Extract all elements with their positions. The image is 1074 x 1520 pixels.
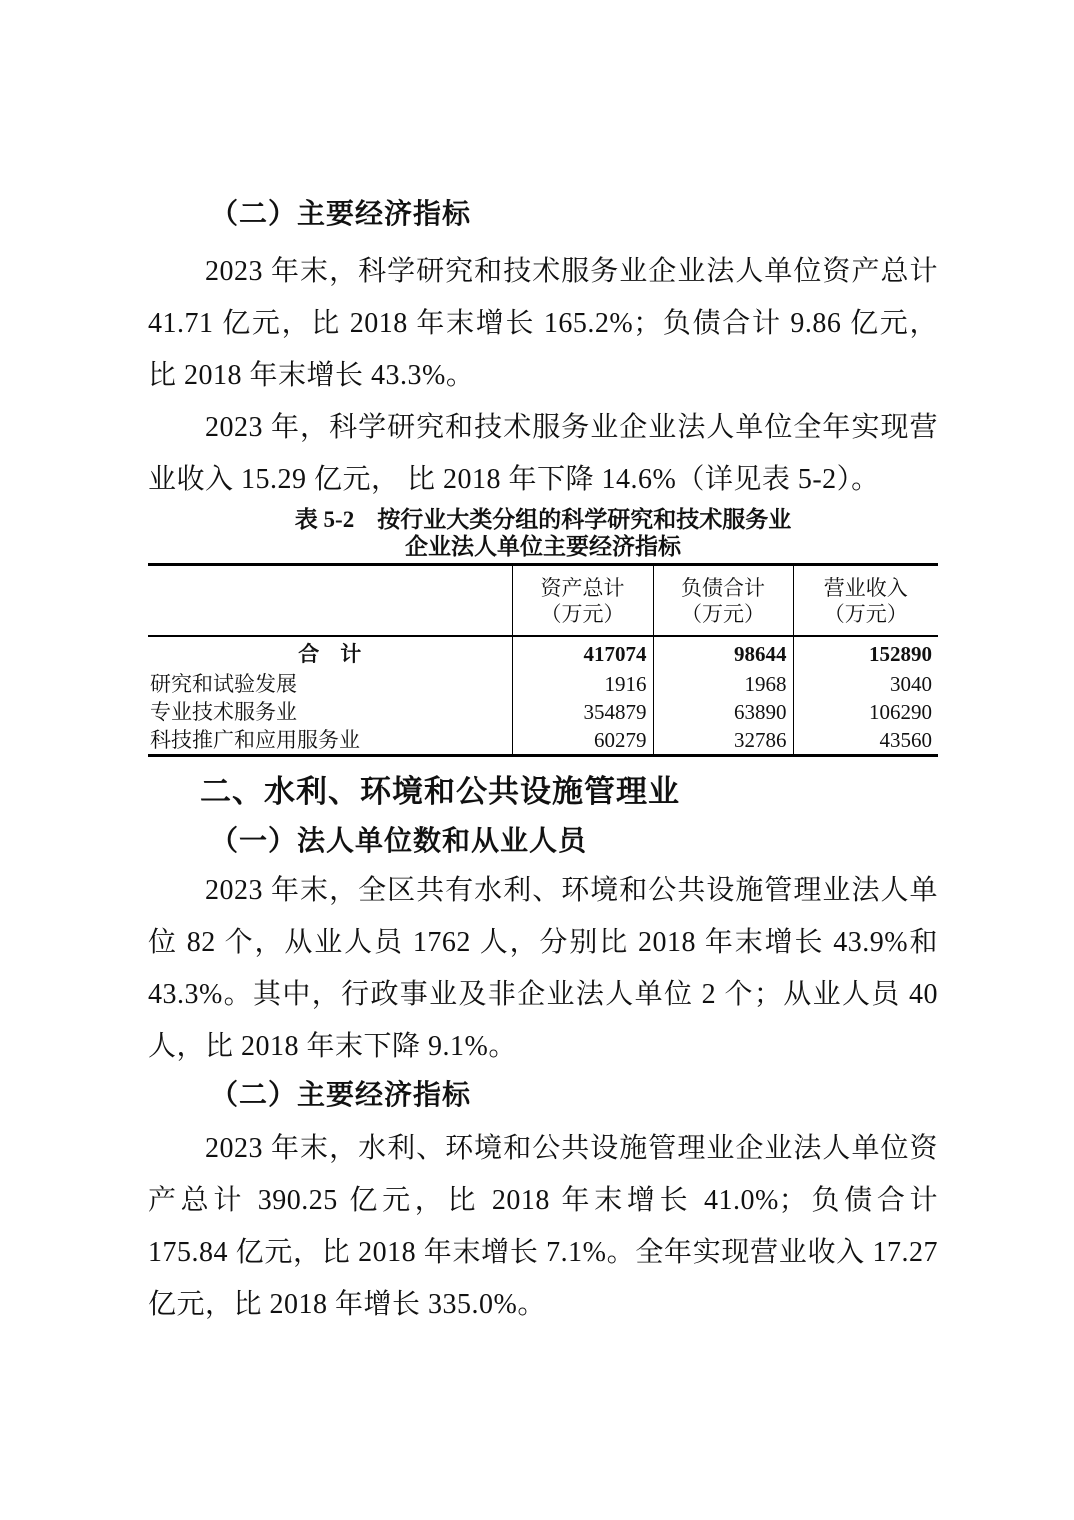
table-header-row: [148, 565, 938, 637]
subheading-legal-units-employees: （一）法人单位数和从业人员: [210, 826, 588, 857]
table-row-professional-services: [148, 698, 938, 726]
paragraph-water-econ: 2023 年末，水利、环境和公共设施管理业企业法人单位资产总计 390.25 亿元，比 2018 年末增长 41.0%；负债合计 175.84 亿元，比 2018 年末增长 7.1%。全年实现营业收入 17.27 亿元，比 2018 年增长 335.0%。: [148, 1133, 938, 1320]
cell-value: 106290: [793, 698, 938, 726]
cell-value: 98644: [653, 636, 793, 670]
section-heading-water-env: 二、水利、环境和公共设施管理业: [200, 774, 680, 809]
document-page: [148, 196, 938, 1331]
column-header-revenue-name: 营业收入: [823, 576, 908, 600]
table-row-research-development: [148, 670, 938, 698]
cell-value: 417074: [512, 636, 653, 670]
cell-value: 32786: [653, 726, 793, 756]
cell-value: 43560: [793, 726, 938, 756]
row-label: 专业技术服务业: [150, 700, 297, 724]
table-5-2-title-line2: 企业法人单位主要经济指标: [405, 534, 681, 559]
column-header-assets-unit: （万元）: [540, 602, 625, 626]
paragraph-sci-assets: 2023 年末，科学研究和技术服务业企业法人单位资产总计 41.71 亿元，比 2018 年末增长 165.2%；负债合计 9.86 亿元，比 2018 年末增长 43.3%。: [148, 256, 938, 391]
paragraph-water-units: 2023 年末，全区共有水利、环境和公共设施管理业法人单位 82 个，从业人员 1762 人，分别比 2018 年末增长 43.9%和 43.3%。其中，行政事业及非企业法人单位 2 个；从业人员 40 人，比 2018 年末下降 9.1%。: [148, 875, 938, 1062]
column-header-revenue: [793, 565, 938, 637]
column-header-revenue-unit: （万元）: [823, 602, 908, 626]
table-row-tech-promotion: [148, 726, 938, 756]
cell-value: 3040: [793, 670, 938, 698]
subheading-economic-indicators-water: （二）主要经济指标: [210, 1080, 472, 1111]
cell-value: 60279: [512, 726, 653, 756]
column-header-empty: [148, 565, 512, 637]
column-header-assets-name: 资产总计: [540, 576, 625, 600]
row-label: 研究和试验发展: [150, 672, 297, 696]
subheading-economic-indicators-sci: （二）主要经济指标: [210, 199, 472, 230]
cell-value: 354879: [512, 698, 653, 726]
column-header-liabilities-unit: （万元）: [681, 602, 765, 626]
column-header-liabilities-name: 负债合计: [681, 576, 765, 600]
table-row-total: [148, 636, 938, 670]
cell-value: 152890: [793, 636, 938, 670]
cell-value: 63890: [653, 698, 793, 726]
row-label: 科技推广和应用服务业: [150, 728, 360, 752]
cell-value: 1968: [653, 670, 793, 698]
column-header-liabilities: [653, 565, 793, 637]
column-header-assets: [512, 565, 653, 637]
table-5-2: [148, 563, 938, 757]
paragraph-sci-revenue: 2023 年，科学研究和技术服务业企业法人单位全年实现营业收入 15.29 亿元， 比 2018 年下降 14.6%（详见表 5-2）。: [148, 412, 938, 495]
table-5-2-title-line1: 表 5-2 按行业大类分组的科学研究和技术服务业: [294, 507, 792, 532]
cell-value: 1916: [512, 670, 653, 698]
row-label: 合 计: [298, 641, 362, 666]
